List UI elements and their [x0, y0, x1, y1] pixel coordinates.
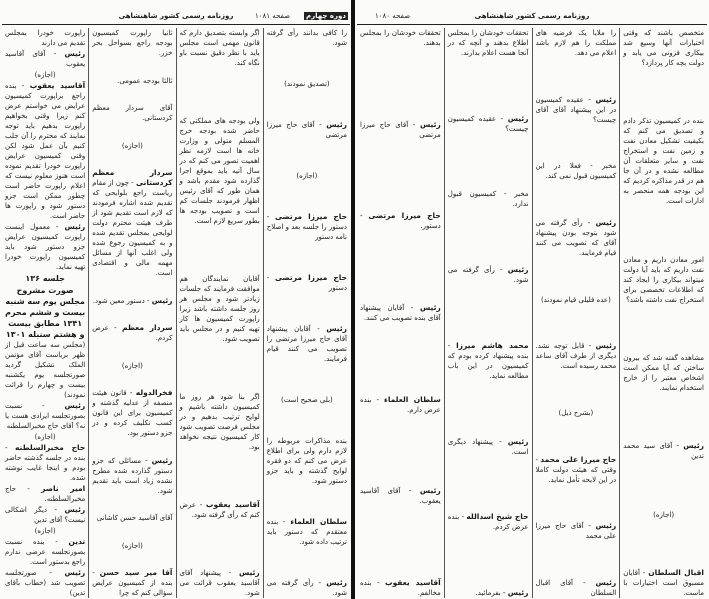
- paragraph-text: قابل توجه نشد. دیگری از طرف آقای ساعد محمد رسیده است.: [535, 342, 617, 371]
- paragraph: اقبال السلطان - آقایان مسبوق است اختیارات با ماست.: [623, 567, 704, 597]
- speaker-name: آقاسید یعقوب: [205, 500, 260, 509]
- paragraph: [623, 116, 704, 206]
- text-column: [263, 28, 350, 598]
- paragraph-text: آقایان پیشنهاد آقای حاج میرزا مرتضی را تصویب می کنند قیام فرمایند.: [266, 325, 347, 363]
- speaker-name: آقا میر سید حسن: [99, 568, 173, 577]
- paragraph: [92, 76, 172, 86]
- speaker-name: رئیس: [595, 577, 617, 587]
- stage-direction: (اجازه): [653, 510, 675, 519]
- paragraph: رئیس - آقای اقبال السلطان: [535, 577, 617, 597]
- paragraph-text: آقای حاج میرزا علی محمد: [535, 522, 617, 541]
- paragraph-text: دستور معین شود.: [92, 296, 145, 305]
- speaker-name: اقبال السلطان: [648, 567, 704, 577]
- page-number: صفحه ۱۰۸۰: [375, 12, 411, 20]
- paragraph-text: صورتجلسه تصویب شد (خطاب بآقای تدین): [5, 568, 86, 597]
- page-1080: [357, 0, 707, 599]
- paragraph: آقاسید یعقوب - بنده مخالفم.: [360, 577, 441, 597]
- paragraph-text: بنده معتقدم که دستور باید ترتیب داده شود.: [266, 518, 347, 546]
- paragraph: حاج میرزا علی محمد - وقتی که هیئت دولت کاملا در این لایحه تأمل نماید.: [535, 454, 617, 484]
- paragraph: رئیس - رأی گرفته می شود بتوجه بودن پیشنهاد آقای که تصویب می کنند قیام فرمایند.: [535, 217, 617, 257]
- speaker-name: رئیس: [151, 455, 173, 465]
- paragraph-text: را کافی بدانند رأی گرفته شود.: [266, 29, 347, 47]
- paragraph: رئیس - صورتجلسه تصویب شد (خطاب بآقای تدین): [5, 567, 86, 597]
- page-gutter: [351, 0, 355, 599]
- paragraph-text: آقای آقاسید یعقوب.: [360, 487, 441, 506]
- paragraph-text: راپورت خودرا بمجلس تقدیم می دارند: [5, 29, 86, 47]
- speaker-name: سلطان العلماء: [290, 517, 347, 526]
- page-number: صفحه ۱۰۸۱: [254, 12, 290, 20]
- speaker-name: سردار معظم: [121, 323, 173, 332]
- paragraph: رئیس - رأی گرفته می شود.: [266, 578, 347, 597]
- paragraph: رئیس - معمول اینست راپورت کمیسیون عرایض جزو دستور شود باید کمیسیون راپورت خودرا تهیه نماید.: [5, 221, 86, 271]
- paragraph: [180, 28, 260, 68]
- paragraph: سلطان العلماء - بنده عرض دارم.: [360, 394, 441, 414]
- paragraph-text: چون از مقام ریاست راجع بلوایحی که تقدیم شده اشاره فرمودند که لازم است تقدیم شود از طرف هیئت محترم دولت لوایحی بمجلس تقدیم شده و به کمیسیون رجوع شده ولی اغلب آنها از مسائل مهمه مالی و اقتصادی است.: [92, 179, 173, 277]
- paragraph-text: امور معادن داریم و معادن نفت داریم که باید آیا دولت میتواند بیکاری را ایجاد کند که اطلاعات تخصصی برای استخراج نفت داشته باشد؟: [623, 255, 704, 304]
- speaker-name: حاج شیخ اسدالله: [466, 512, 529, 522]
- text-columns: [2, 28, 350, 598]
- stage-direction: (اجازه): [121, 361, 143, 370]
- paragraph-text: بنده مخالفم.: [360, 578, 441, 597]
- paragraph: رئیس - نسبت بصورتجلسه ایرادی هست یا نه؟ آقای حاج مخبرالسلطنه: [5, 401, 86, 431]
- speaker-name: رئیس: [507, 113, 529, 123]
- speaker-name: رئیس: [326, 578, 347, 587]
- paragraph-text: ولی بودجه های مملکتی که حاضر شده بودجه خرج المسلم متولی و وزارت خانه ها است لازمه نظر اهمیت تصور می کنم که در سال آتیه باید بموقع اجرا گذارده شود مقدم باشد و همان طور که آقای رئیس اظهار فرمودند جلسات کم است و تصویب بودجه ها بطور سریع لازم است.: [179, 117, 260, 225]
- paragraph: حاج میرزا مرتضی - دستور: [266, 273, 347, 292]
- paragraph: رئیس - عقیده کمیسیون چیست؟: [447, 113, 529, 133]
- paragraph-text: بفرمائید.: [475, 588, 501, 597]
- speaker-name: رئیس: [595, 521, 617, 531]
- paragraph-text: آقایان مسبوق است اختیارات با ماست.: [623, 568, 704, 597]
- paragraph: سردار معظم - عرض کردم.: [92, 323, 173, 342]
- paragraph: رئیس - دیگر اشکالی نیست؟ آقای تدین: [5, 505, 86, 525]
- paragraph-text: (مجلس سه ساعت قبل از ظهر بریاست آقای مؤتمن الملک تشکیل گردید صورتجلسه یوم یکشنبه بیست و چهارم را قرائت نمودند): [5, 341, 86, 400]
- paragraph: رئیس - عقیده کمیسیون در این پیشنهاد آقای آقای چیست؟: [535, 94, 617, 124]
- paragraph-text: بنده عرض کردم.: [447, 513, 529, 532]
- paragraph: رئیس - آقای حاج میرزا مرتضی: [266, 120, 347, 139]
- paragraph: رئیس - پیشنهاد آقای آقاسید یعقوب قرائت می شود.: [179, 568, 260, 597]
- speaker-name: حاج میرزا مرتضی: [368, 211, 441, 221]
- paragraph: [92, 28, 172, 58]
- paragraph: رئیس - آقای آقاسید یعقوب: [5, 48, 86, 68]
- speaker-name: رئیس: [595, 94, 617, 104]
- text-column: [88, 28, 175, 598]
- text-columns: [357, 28, 707, 598]
- paragraph-text: بنده در کمیسیون تذکر دادم و تصدیق می کنم که بکیفیت تشکیل معادن نفت و زمین نفت و استخراج نفت و سایر متعلقات آن مطالعه نشده و در آن جا هم در قدر مذاکره کردیم که این بودجه همه منحصر به ادارات است.: [623, 117, 704, 206]
- paragraph: [448, 28, 529, 58]
- paragraph: حاج شیخ اسدالله - بنده عرض کردم.: [447, 512, 529, 532]
- paragraph: حاج مخبرالسلطنه - بنده در جلسه گذشته حاضر بودم و اینجا غایب نوشته شده.: [5, 443, 86, 483]
- stage-direction: (تصدیق نمودند): [284, 80, 330, 88]
- speaker-name: حاج میرزا مرتضی: [274, 273, 347, 282]
- journal-title: روزنامه رسمی کشور شاهنشاهی: [474, 12, 590, 20]
- section-heading: صورت مشروح مجلس یوم سه شنبه بیست و ششم محرم ۱۳۴۱ مطابق بیست و هشتم سنبله ۱۳۰۱: [5, 285, 86, 339]
- paragraph-text: دستور را جلسه بعد و اصلاح نامه دستور: [266, 223, 347, 241]
- paragraph: رئیس - آقای حاج میرزا علی محمد: [535, 521, 617, 541]
- paragraph-text: ثالثا بودجه عمومی.: [117, 76, 173, 85]
- paragraph-text: پیشنهاد آقای آقاسید یعقوب قرائت می شود.: [179, 569, 260, 597]
- paragraph: آقاسید یعقوب - بنده راجع براپورت کمیسیون عرایض می خواستم عرض کنم زیرا وقتی بخواهیم راپورت بدهیم باید توجه نمایند که محترم را آن جلب کنیم بآن عمل شود لکن وقتی کمیسیون عرایض راپورت خودرا تقدیم نموده است هنوز معلوم نیست که اعلام راپورت حاضر است چطور ممکن است جزو دستور شود و راپورت ها حاضر است.: [5, 80, 86, 220]
- paragraph-text: رأی گرفته می شود.: [447, 266, 529, 285]
- paragraph-text: آقایان پیشنهاد آقای بنده تصویب می کنند.: [360, 303, 441, 322]
- paragraph: رئیس - دستور معین شود.: [92, 295, 173, 305]
- paragraph-text: بنده عرض دارم.: [360, 395, 441, 414]
- speaker-name: رئیس: [64, 48, 86, 58]
- paragraph-text: قانون هیئت منصفه از عدلیه گذشته و کمیسیون برای این قانون کسب تکلیف کرده و در جزو دستور بود.: [92, 389, 173, 437]
- speaker-name: سردار معظم کردستانی: [92, 168, 173, 187]
- paragraph-text: عقیده کمیسیون چیست؟: [447, 114, 529, 133]
- paragraph: رئیس - بفرمائید.: [475, 587, 529, 597]
- paragraph-text: آقایان نمایندگان هم موافقت فرمایند که جلسات زیادتر شود و مجلس هر روز جلسه داشته باشد زیرا راپورت کمیسیون ها کار تهیه کنیم و در مجلس باید تصویب شود.: [179, 275, 260, 343]
- paragraph-text: تحققات خودشان را بمجلس اطلاع بدهند و آنچه که در آنجا هست اعلام بدارند.: [447, 29, 529, 57]
- paragraph: سردار معظم کردستانی - چون از مقام ریاست راجع بلوایحی که تقدیم شده اشاره فرمودند که لازم است تقدیم شود از طرف هیئت محترم دولت لوایحی بمجلس تقدیم شده و به کمیسیون رجوع شده ولی اغلب آنها از مسائل مهمه مالی و اقتصادی است.: [92, 168, 173, 277]
- paragraph: [623, 353, 704, 393]
- speaker-name: رئیس: [326, 324, 347, 333]
- text-column: [357, 28, 444, 598]
- paragraph-text: دیگر اشکالی نیست؟ آقای تدین: [5, 506, 86, 525]
- speaker-name: امیر ناصر: [41, 484, 86, 494]
- stage-direction: (اجازه): [121, 141, 143, 150]
- paragraph-text: بنده نسبت بصورتجلسه عرضی ندارم راجع بدستور است.: [5, 537, 86, 566]
- paragraph-text: رأی گرفته می شود بتوجه بودن پیشنهاد آقای که تصویب می کنند قیام فرمایند.: [535, 218, 617, 257]
- paragraph: [536, 161, 617, 181]
- paragraph-text: اگر وابسته بتصدیق دارم که قانون مهمی است مجلس باید با نظر دقیق نسبت باو نگاه کند.: [179, 29, 260, 67]
- speaker-name: رئیس: [595, 341, 617, 351]
- page-1081: [2, 0, 350, 599]
- paragraph: حاج میرزا مرتضی - دستور را جلسه بعد و اصلاح نامه دستور: [266, 212, 347, 241]
- text-column: [176, 28, 263, 598]
- stage-direction: (اجازه): [296, 172, 318, 180]
- paragraph-text: دستور.: [420, 222, 441, 231]
- text-column: [444, 28, 532, 598]
- paragraph-text: ثانیا راپورت کمیسیون بودجه راجع بسواحل بحر خزر.: [92, 29, 173, 57]
- speaker-name: رئیس: [238, 568, 260, 577]
- paragraph: [267, 436, 347, 486]
- paragraph: رئیس - آقای آقاسید یعقوب.: [360, 486, 441, 506]
- paragraph-text: معمول اینست راپورت کمیسیون عرایض جزو دستور شود باید کمیسیون راپورت خودرا تهیه نماید.: [5, 222, 86, 271]
- stage-direction: (بشرح ذیل): [558, 408, 594, 417]
- speaker-name: رئیس: [151, 295, 173, 305]
- paragraph: [267, 28, 347, 48]
- paragraph-text: آقای آقاسید یعقوب: [5, 49, 86, 68]
- speaker-name: رئیس: [419, 302, 441, 312]
- speaker-name: رئیس: [326, 120, 347, 129]
- speaker-name: رئیس: [64, 221, 86, 231]
- paragraph-text: وقتی که هیئت دولت کاملا در این لایحه تأمل نماید.: [535, 465, 617, 484]
- speaker-name: رئیس: [507, 587, 529, 597]
- paragraph: رئیس - مسائلی که جزو دستور گذارده شده مطرح نشده زیاد است باید تقدیم شود.: [92, 455, 173, 495]
- paragraph-text: آقای آقاسید حسن کاشانی: [96, 514, 173, 522]
- speaker-name: محمد هاشم میرزا: [456, 340, 529, 350]
- speaker-name: رئیس: [419, 119, 441, 129]
- paragraph: محمد هاشم میرزا - بنده پیشنهاد کرده بودم که کمیسیون در این باب مطالعه نماید.: [447, 340, 529, 380]
- paragraph-text: آقای حاج میرزا مرتضی: [266, 121, 347, 139]
- paragraph: حاج میرزا مرتضی - دستور.: [360, 211, 441, 231]
- paragraph-text: عرض کردم.: [92, 324, 173, 342]
- paragraph-text: اگر بنا شود هر روز ما کمیسیون داشته باشیم و لوایح ترتیب بدهیم و در مجلس فرصت تصویب شود کار کمیسیون نتیجه نخواهد بود.: [179, 393, 260, 451]
- paragraph-text: عقیده کمیسیون در این پیشنهاد آقای آقای چیست؟: [535, 95, 617, 124]
- paragraph: [180, 116, 260, 226]
- paragraph: [536, 28, 617, 58]
- speaker-name: رئیس: [419, 486, 441, 496]
- journal-title: روزنامه رسمی کشور شاهنشاهی: [118, 12, 234, 20]
- stage-direction: (اجازه): [34, 70, 56, 79]
- speaker-name: آقاسید یعقوب: [385, 577, 441, 587]
- paragraph-text: را ملایا یک فرضیه های مملکت را هم لازم باشد اعلام می دهد.: [535, 29, 617, 57]
- stage-direction: (اجازه): [34, 526, 56, 535]
- paragraph-text: تحققات خودشان را بمجلس بدهند.: [360, 29, 441, 47]
- speaker-name: سلطان العلماء: [384, 394, 441, 404]
- paragraph: آقاسید یعقوب - عرض کنم که رأی گرفته شود.: [179, 500, 260, 519]
- speaker-name: رئیس: [507, 436, 529, 446]
- paragraph: تدین - بنده نسبت بصورتجلسه عرضی ندارم راجع بدستور است.: [5, 536, 86, 566]
- paragraph-text: مشاهده گفته شد که بیرون ساختن که آیا ممکن است اشخاص معتبر را از خارج استخدام نمایند.: [623, 353, 704, 392]
- paragraph-text: آقای اقبال السلطان: [535, 578, 617, 597]
- paragraph-text: بنده راجع براپورت کمیسیون عرایض می خواستم عرض کنم زیرا وقتی بخواهیم راپورت بدهیم باید توجه نمایند که محترم را آن جلب کنیم بآن عمل شود لکن وقتی کمیسیون عرایض راپورت خودرا تقدیم نموده است هنوز معلوم نیست که اعلام راپورت حاضر است چطور ممکن است جزو دستور شود و راپورت ها حاضر است.: [5, 81, 86, 220]
- speaker-name: تدین: [68, 536, 86, 546]
- paragraph-text: رأی گرفته می شود.: [266, 579, 347, 597]
- stage-direction: (عده قلیلی قیام نمودند): [540, 295, 611, 304]
- paragraph: آقا میر سید حسن - بنده از کمیسیون عرایض سؤالی کنم که چرا: [92, 568, 173, 597]
- paragraph-text: بنده از کمیسیون عرایض سؤالی کنم که چرا: [92, 579, 173, 597]
- paragraph-text: پیشنهاد دیگری است.: [447, 437, 529, 456]
- paragraph: [92, 103, 172, 123]
- paragraph: فخرالدوله - قانون هیئت منصفه از عدلیه گذشته و کمیسیون برای این قانون کسب تکلیف کرده و در جزو دستور بود.: [92, 388, 173, 437]
- paragraph: [448, 189, 529, 209]
- paragraph: [5, 340, 85, 400]
- text-column: [532, 28, 620, 598]
- paragraph-text: حاج مخبرالسلطنه.: [5, 485, 86, 504]
- paragraph: [5, 28, 85, 48]
- page-header: [357, 0, 707, 25]
- paragraph: رئیس - آقایان پیشنهاد آقای حاج میرزا مرتضی را تصویب می کنند قیام فرمایند.: [266, 324, 347, 363]
- paragraph-text: مخبر - کمیسیون قبول ندارد.: [447, 190, 529, 209]
- speaker-name: رئیس: [64, 567, 86, 577]
- stage-direction: (اجازه): [34, 433, 56, 442]
- paragraph: [623, 28, 704, 68]
- speaker-name: رئیس: [64, 505, 86, 515]
- paragraph-text: عرض کنم که رأی گرفته شود.: [179, 501, 260, 519]
- paragraph-text: آقای سردار معظم کردستانی.: [92, 104, 173, 122]
- paragraph-text: آقای سید محمد تدین: [623, 442, 704, 461]
- speaker-name: رئیس: [507, 265, 529, 275]
- speaker-name: رئیس: [64, 401, 86, 411]
- speaker-name: حاج میرزا علی محمد: [540, 454, 617, 464]
- paragraph: رئیس - آقای سید محمد تدین: [623, 441, 704, 461]
- text-column: [2, 28, 88, 598]
- stage-direction: (اجازه): [121, 541, 143, 550]
- paragraph: رئیس - پیشنهاد دیگری است.: [447, 436, 529, 456]
- paragraph-text: مسائلی که جزو دستور گذارده شده مطرح نشده زیاد است باید تقدیم شود.: [92, 456, 173, 495]
- paragraph-text: دستور: [328, 284, 347, 292]
- paragraph: رئیس - آقای حاج میرزا مرتضی: [360, 119, 441, 139]
- speaker-name: آقاسید یعقوب: [29, 80, 86, 90]
- text-column: [619, 28, 707, 598]
- paragraph: سلطان العلماء - بنده معتقدم که دستور باید ترتیب داده شود.: [266, 517, 347, 546]
- paragraph-text: بنده در جلسه گذشته حاضر بودم و اینجا غایب نوشته شده.: [5, 454, 86, 483]
- speaker-name: رئیس: [683, 441, 704, 451]
- paragraph-text: مخبر - فعلا در این کمیسیون قبول نمی کند.: [535, 162, 617, 181]
- speaker-name: حاج مخبرالسلطنه: [15, 443, 86, 453]
- paragraph: رئیس - رأی گرفته می شود.: [447, 265, 529, 285]
- paragraph: [180, 392, 260, 452]
- stage-direction: (بلی صحیح است): [280, 396, 333, 404]
- paragraph-text: متخصص باشند که وقتی اختیارات آنها وسیع شد بیکاری فزونی می یابد و دولت بچه کار پردازد؟: [623, 29, 704, 67]
- period-label: دوره چهارم: [306, 12, 346, 20]
- paragraph-text: بنده پیشنهاد کرده بودم که کمیسیون در این باب مطالعه نماید.: [447, 351, 529, 380]
- paragraph: [180, 274, 260, 344]
- paragraph: رئیس - آقایان پیشنهاد آقای بنده تصویب می کنند.: [360, 302, 441, 322]
- paragraph: [92, 513, 172, 523]
- section-heading: جلسه ۱۳۶: [25, 273, 65, 283]
- paragraph-text: نسبت بصورتجلسه ایرادی هست یا نه؟ آقای حاج مخبرالسلطنه: [5, 402, 86, 431]
- paragraph: [360, 28, 441, 48]
- paragraph: امیر ناصر - حاج مخبرالسلطنه.: [5, 484, 86, 504]
- paragraph-text: آقای حاج میرزا مرتضی: [360, 120, 441, 139]
- paragraph: رئیس - قابل توجه نشد. دیگری از طرف آقای ساعد محمد رسیده است.: [535, 341, 617, 371]
- page-header: [2, 0, 350, 25]
- paragraph: [623, 255, 704, 305]
- speaker-name: حاج میرزا مرتضی: [274, 212, 347, 221]
- speaker-name: فخرالدوله: [135, 388, 173, 397]
- paragraph-text: بنده مذاکرات مربوطه را لازم دارم ولی برای اطلاع عرض می کنم که دو فقره لوایح گذشته و باید جزو دستور شود.: [266, 437, 347, 485]
- speaker-name: رئیس: [595, 217, 617, 227]
